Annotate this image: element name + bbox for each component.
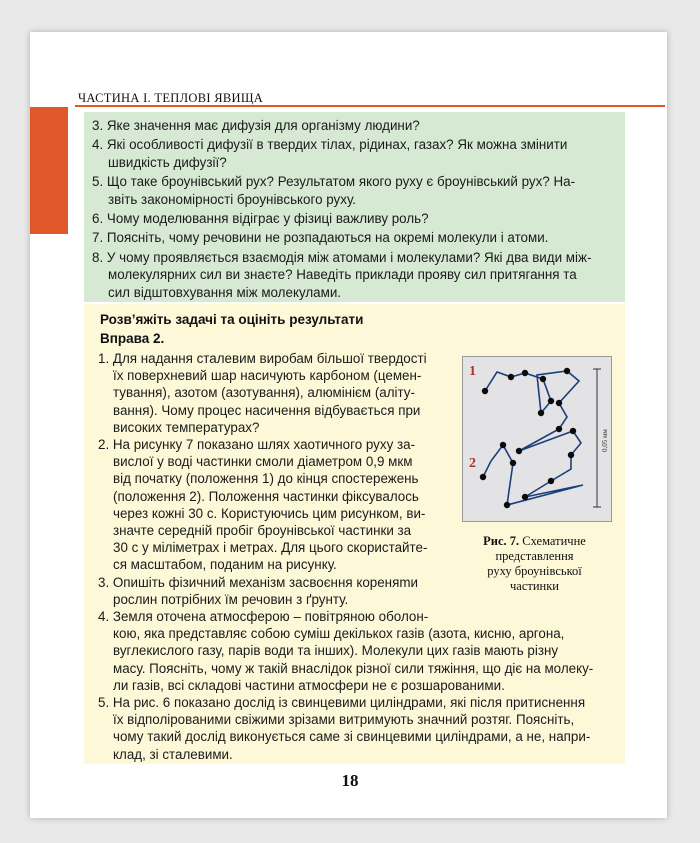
brownian-path (483, 371, 583, 505)
task-5: 5. На рис. 6 показано дослід із свинцевими циліндрами, які після притиснення їх відполірованими свіжими зрізами витримують значний розтяг. Поясніть, чому такий дослід виконується саме зі свинцевими циліндрами, а не, напри- клад, зі сталевими. (98, 695, 591, 762)
task-3: 3. Опишіть фізичний механізм засвоєння кореняmи рослин потрібних їм речовин з ґрунту. (98, 575, 418, 608)
task-4: 4. Земля оточена атмосферою – повітряною оболон- кою, яка представляє собою суміш декількох газів (азота, кисню, аргона, вуглекислого газу, парів води та інших). Молекули цих газів мають різну масу. Поясніть, чому ж такій внаслідок різної сили тяжіння, що діє на молеку- ли газів, всі складові частини атмосфери не є розшарованими. (98, 609, 594, 693)
path-points (480, 368, 576, 508)
question-3: 3. Яке значення має дифузія для організму людини? (92, 118, 420, 133)
section-header: ЧАСТИНА І. ТЕПЛОВІ ЯВИЩА (78, 91, 264, 105)
question-6: 6. Чому моделювання відіграє у фізиці важливу роль? (92, 211, 429, 227)
position-1-label: 1 (469, 364, 476, 379)
exercise-subtitle: Вправа 2. (100, 331, 165, 346)
task-2: 2. На рисунку 7 показано шлях хаотичного руху за- вислої у воді частинки смоли діаметром 0,9 мкм від початку (положення 1) до кінця спостережень (положення 2). Положення частинки фіксувалось через кожні 30 с. Користуючись цим рисунком, ви- значте середній пробіг броунівської частинки за 30 с у міліметрах і метрах. Для цього скористайте- ся масштабом, поданим на рисунку. (98, 437, 428, 573)
question-5: 5. Що таке броунівський рух? Результатом якого руху є броунівський рух? На- звіть закономірності броунівського руху. (92, 174, 576, 207)
question-8: 8. У чому проявляється взаємодія між атомами і молекулами? Які два види між- молекулярних сил ви знаєте? Наведіть приклади прояву сил притягання та сил відштовхування між молекулами. (92, 249, 592, 300)
task-1: 1. Для надання сталевим виробам більшої твердості їх поверхневий шар насичують карбоном (цемен- тування), азотом (азотування), алюмінієм (аліту- вання). Чому процес насичення відбувається при високих температурах? (98, 351, 427, 435)
brownian-figure (462, 356, 612, 522)
header-rule (75, 105, 665, 107)
figure-caption: Рис. 7. Схематичне представлення руху броунівської частинки (483, 534, 586, 593)
page-number: 18 (341, 771, 359, 790)
questions-box (84, 112, 625, 302)
scale-label: 0,05 мм (601, 429, 609, 452)
question-4: 4. Які особливості дифузії в твердих тілах, рідинах, газах? Як можна змінити швидкість дифузії? (92, 137, 568, 170)
exercise-box (84, 304, 625, 764)
position-2-label: 2 (469, 456, 476, 471)
exercise-title: Розв’яжіть задачі та оцініть результати (100, 312, 364, 327)
question-7: 7. Поясніть, чому речовини не розпадаються на окремі молекули і атоми. (92, 230, 549, 246)
chapter-tab (30, 107, 68, 234)
brownian-path-diagram (463, 357, 611, 521)
